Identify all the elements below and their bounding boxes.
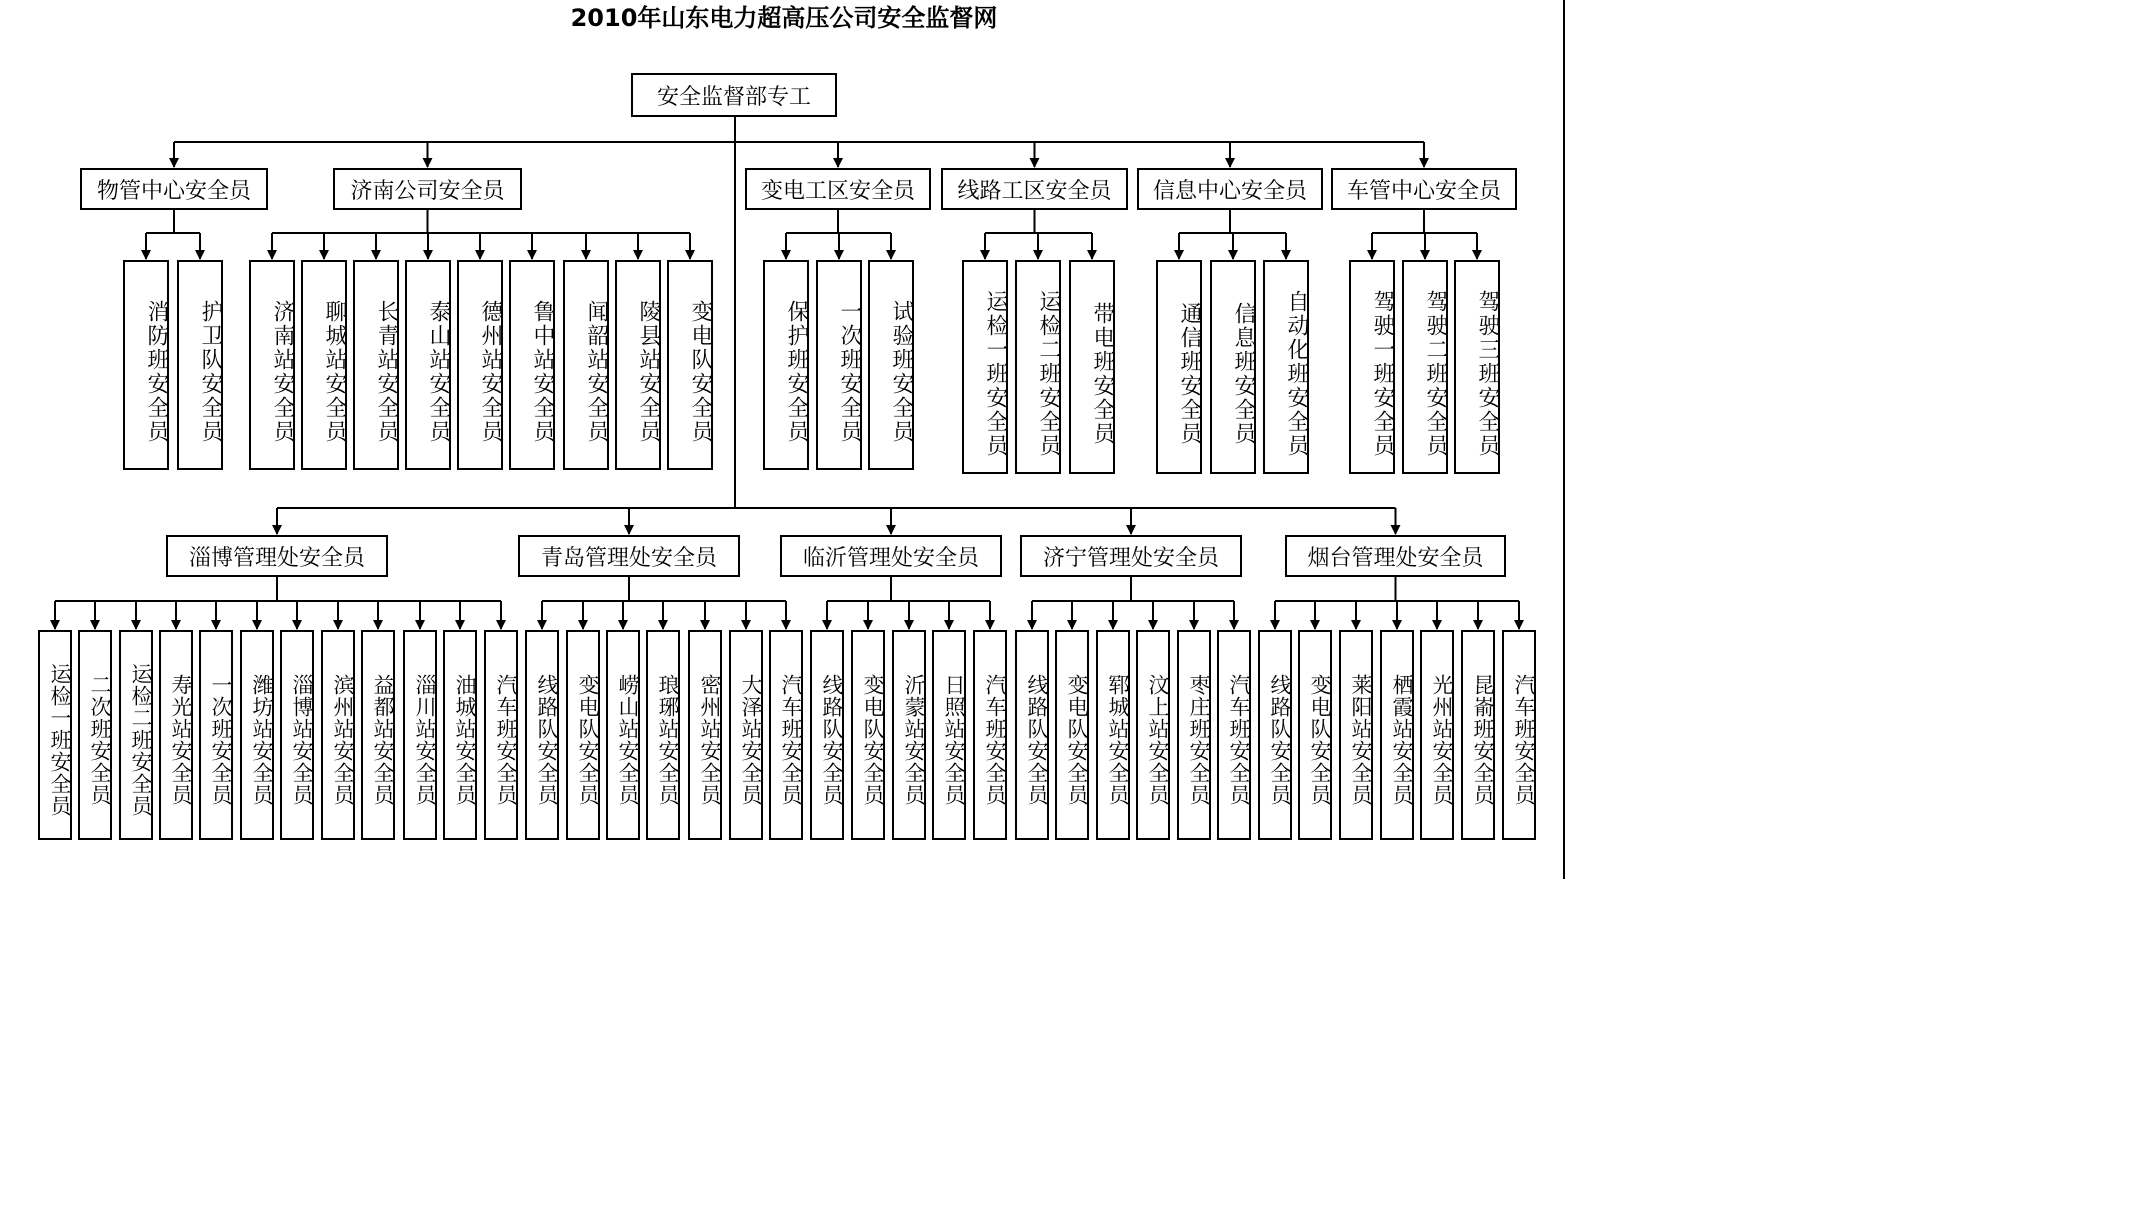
lower-child-box: 一次班安全员 xyxy=(199,630,233,840)
lower-child-box: 淄博站安全员 xyxy=(280,630,314,840)
lower-child-box: 变电队安全员 xyxy=(1055,630,1089,840)
upper-child-box: 护卫队安全员 xyxy=(177,260,223,470)
lower-child-box: 淄川站安全员 xyxy=(403,630,437,840)
diagram-title: 2010年山东电力超高压公司安全监督网 xyxy=(570,4,998,32)
lower-child-box: 益都站安全员 xyxy=(361,630,395,840)
lower-child-box: 大泽站安全员 xyxy=(729,630,763,840)
lower-child-box: 变电队安全员 xyxy=(851,630,885,840)
lower-child-box: 二次班安全员 xyxy=(78,630,112,840)
lower-child-box: 寿光站安全员 xyxy=(159,630,193,840)
upper-child-box: 驾驶二班安全员 xyxy=(1402,260,1448,474)
lower-child-box: 栖霞站安全员 xyxy=(1380,630,1414,840)
lower-child-box: 郓城站安全员 xyxy=(1096,630,1130,840)
lower-child-box: 崂山站安全员 xyxy=(606,630,640,840)
lower-group-box: 青岛管理处安全员 xyxy=(518,535,740,577)
upper-group-box: 车管中心安全员 xyxy=(1331,168,1517,210)
upper-group-box: 物管中心安全员 xyxy=(80,168,268,210)
upper-child-box: 鲁中站安全员 xyxy=(509,260,555,470)
page-edge-line xyxy=(1563,0,1565,879)
upper-group-box: 线路工区安全员 xyxy=(941,168,1128,210)
lower-group-box: 淄博管理处安全员 xyxy=(166,535,388,577)
lower-child-box: 线路队安全员 xyxy=(1015,630,1049,840)
lower-child-box: 滨州站安全员 xyxy=(321,630,355,840)
lower-group-box: 烟台管理处安全员 xyxy=(1285,535,1506,577)
upper-child-box: 德州站安全员 xyxy=(457,260,503,470)
upper-child-box: 通信班安全员 xyxy=(1156,260,1202,474)
upper-child-box: 变电队安全员 xyxy=(667,260,713,470)
lower-child-box: 光州站安全员 xyxy=(1420,630,1454,840)
upper-child-box: 陵县站安全员 xyxy=(615,260,661,470)
upper-child-box: 消防班安全员 xyxy=(123,260,169,470)
root-node: 安全监督部专工 xyxy=(631,73,837,117)
upper-child-box: 带电班安全员 xyxy=(1069,260,1115,474)
upper-child-box: 泰山站安全员 xyxy=(405,260,451,470)
upper-child-box: 闻韶站安全员 xyxy=(563,260,609,470)
upper-child-box: 驾驶三班安全员 xyxy=(1454,260,1500,474)
lower-child-box: 汽车班安全员 xyxy=(1502,630,1536,840)
lower-child-box: 昆嵛班安全员 xyxy=(1461,630,1495,840)
upper-group-box: 变电工区安全员 xyxy=(745,168,931,210)
lower-child-box: 汽车班安全员 xyxy=(1217,630,1251,840)
lower-group-box: 临沂管理处安全员 xyxy=(780,535,1002,577)
upper-child-box: 信息班安全员 xyxy=(1210,260,1256,474)
lower-child-box: 汶上站安全员 xyxy=(1136,630,1170,840)
lower-child-box: 枣庄班安全员 xyxy=(1177,630,1211,840)
upper-child-box: 运检一班安全员 xyxy=(962,260,1008,474)
upper-child-box: 保护班安全员 xyxy=(763,260,809,470)
lower-child-box: 变电队安全员 xyxy=(1298,630,1332,840)
upper-child-box: 驾驶一班安全员 xyxy=(1349,260,1395,474)
upper-group-box: 信息中心安全员 xyxy=(1137,168,1323,210)
lower-child-box: 汽车班安全员 xyxy=(769,630,803,840)
lower-child-box: 沂蒙站安全员 xyxy=(892,630,926,840)
lower-child-box: 运检二班安全员 xyxy=(119,630,153,840)
upper-child-box: 长青站安全员 xyxy=(353,260,399,470)
lower-child-box: 油城站安全员 xyxy=(443,630,477,840)
upper-child-box: 试验班安全员 xyxy=(868,260,914,470)
lower-child-box: 密州站安全员 xyxy=(688,630,722,840)
lower-child-box: 日照站安全员 xyxy=(932,630,966,840)
upper-child-box: 聊城站安全员 xyxy=(301,260,347,470)
lower-child-box: 莱阳站安全员 xyxy=(1339,630,1373,840)
upper-child-box: 运检二班安全员 xyxy=(1015,260,1061,474)
lower-child-box: 运检一班安全员 xyxy=(38,630,72,840)
lower-group-box: 济宁管理处安全员 xyxy=(1020,535,1242,577)
upper-child-box: 自动化班安全员 xyxy=(1263,260,1309,474)
lower-child-box: 变电队安全员 xyxy=(566,630,600,840)
lower-child-box: 琅琊站安全员 xyxy=(646,630,680,840)
lower-child-box: 线路队安全员 xyxy=(525,630,559,840)
lower-child-box: 线路队安全员 xyxy=(810,630,844,840)
lower-child-box: 汽车班安全员 xyxy=(484,630,518,840)
upper-group-box: 济南公司安全员 xyxy=(333,168,522,210)
upper-child-box: 一次班安全员 xyxy=(816,260,862,470)
lower-child-box: 潍坊站安全员 xyxy=(240,630,274,840)
lower-child-box: 汽车班安全员 xyxy=(973,630,1007,840)
lower-child-box: 线路队安全员 xyxy=(1258,630,1292,840)
upper-child-box: 济南站安全员 xyxy=(249,260,295,470)
